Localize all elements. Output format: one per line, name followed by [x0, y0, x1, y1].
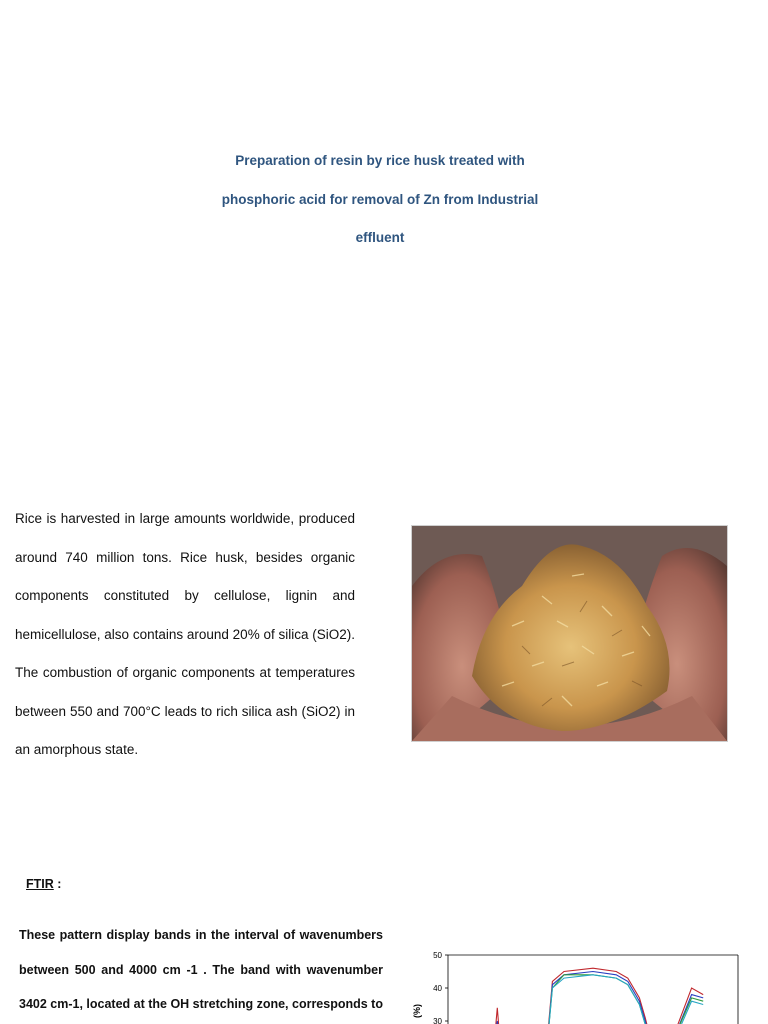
intro-paragraph: Rice is harvested in large amounts worldwide, produced around 740 million tons. Rice husk, besides organic components constituted by cellulose, lignin and hemicellulose, also contains around 20% of silica (SiO2). The combustion of organic components at temperatures between 550 and 700°C leads to rich silica ash (SiO2) in an amorphous state. — [15, 511, 355, 757]
ftir-chart — [408, 946, 748, 1024]
ftir-heading — [26, 877, 61, 891]
title-line-3: effluent — [355, 230, 405, 245]
rice-husk-photo — [411, 525, 728, 742]
document-title — [150, 147, 610, 263]
title-line-1: Preparation of resin by rice husk treated with — [235, 153, 525, 168]
ftir-series-line-3 — [448, 975, 703, 1024]
y-tick-label: 50 — [433, 951, 442, 960]
ftir-series-line-4 — [448, 975, 703, 1024]
ftir-heading-colon: : — [53, 877, 62, 891]
title-line-2: phosphoric acid for removal of Zn from Industrial — [221, 191, 539, 207]
y-axis-label: (%) — [412, 1004, 422, 1018]
ftir-series-line-2 — [448, 972, 703, 1024]
y-tick-label: 30 — [433, 1017, 442, 1024]
ftir-paragraph: These pattern display bands in the interval of wavenumbers between 500 and 4000 cm -1 . The band with wavenumber 3402 cm-1, located at the OH stretching zone, corresponds to — [19, 928, 383, 1011]
ftir-heading-label: FTIR — [26, 877, 54, 891]
y-tick-label: 40 — [433, 984, 442, 993]
rice-husk-hands-image — [412, 526, 727, 741]
